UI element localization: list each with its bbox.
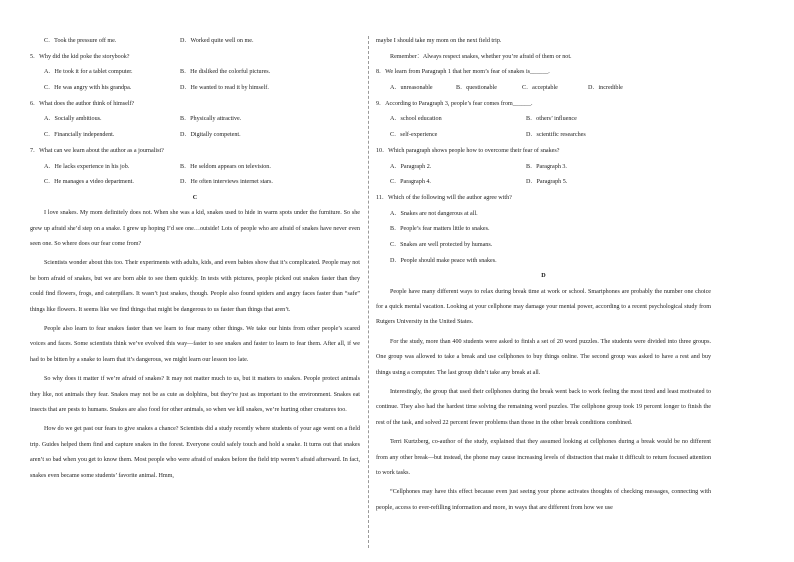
option[interactable]: B．He seldom appears on television. (180, 163, 271, 170)
question-5: 5．Why did the kid poke the storybook? (30, 53, 130, 60)
option[interactable]: A．school education (390, 116, 442, 123)
option[interactable]: C．self-experience (390, 132, 438, 139)
passage-paragraph: People have many different ways to relax during break time at work or school. Smartphones are probably the number one choice for a quick mental vacation. Looking at your cellphone may damage your mental power, according to a recent psychological study from Rutgers University in the United States. (376, 288, 711, 326)
question-11: 11．Which of the following will the author agree with? (376, 194, 512, 201)
option[interactable]: D．He wanted to read it by himself. (180, 85, 269, 92)
left-column (30, 36, 360, 488)
option[interactable]: B．Physically attractive. (180, 116, 242, 123)
section-heading-c: C (192, 194, 198, 201)
passage-remember: Remember：Always respect snakes, whether you’re afraid of them or not. (390, 53, 572, 60)
options-row (30, 36, 360, 46)
passage-paragraph: I love snakes. My mom definitely does not. When she was a kid, snakes used to hide in warm spots under the furniture. So she grew up afraid she’d step on a snake. I grew up hoping I’d see one…outside! Lots of people who are afraid of snakes have never even seen one. So where does our fear come from? (30, 210, 360, 247)
passage-paragraph: How do we get past our fears to give snakes a chance? Scientists did a study recently where students of your age went on a field trip. Guides helped them find and capture snakes in the forest. Everyone could safely touch and hold a snake. It turns out that snakes aren’t so bad when you get to know them. Most people who were afraid of snakes before the field trip weren’t afraid afterward. In fact, snakes even became some students’ favorite animal. Hmm, (30, 426, 360, 479)
section-heading-d: D (541, 273, 546, 280)
passage-paragraph: Interestingly, the group that used their cellphones during the break went back to work feeling the most tired and least motivated to continue. They also had the hardest time solving the remaining word puzzles. The cellphone group took 19 percent longer to finish the rest of the task, and solved 22 percent fewer problems than those in the other break conditions combined. (376, 389, 711, 426)
options-row (30, 130, 360, 140)
option[interactable]: A．He lacks experience in his job. (44, 163, 130, 170)
option[interactable]: C．He manages a video department. (44, 179, 134, 186)
option[interactable]: D．Paragraph 5. (526, 179, 568, 186)
option[interactable]: C．Paragraph 4. (390, 179, 431, 186)
question-10: 10．Which paragraph shows people how to overcome their fear of snakes? (376, 147, 560, 154)
passage-paragraph: Terri Kurtzberg, co-author of the study, explained that they assumed looking at cellphones during a break would be no different from any other break—but instead, the phone may cause increasing levels of distraction that make it difficult to return focused attention to work tasks. (376, 439, 711, 477)
question-6: 6．What does the author think of himself? (30, 100, 135, 107)
options-row (376, 162, 711, 172)
option[interactable]: C．Took the pressure off me. (44, 38, 117, 44)
option[interactable]: A．unreasonable (390, 85, 433, 92)
option[interactable]: B．He disliked the colorful pictures. (180, 69, 271, 76)
passage-paragraph: For the study, more than 400 students were asked to finish a set of 20 word puzzles. The students were divided into three groups. One group was allowed to take a break and use cellphones to buy things online. The second group was asked to have a rest and buy things using a computer. The last group didn’t take any break at all. (376, 338, 711, 376)
option[interactable]: C．acceptable (522, 85, 558, 92)
option[interactable]: C．He was angry with his grandpa. (44, 85, 132, 92)
option[interactable]: C．Snakes are well protected by humans. (390, 241, 493, 248)
option[interactable]: D．People should make peace with snakes. (390, 257, 497, 264)
options-row (376, 114, 711, 124)
option[interactable]: A．Paragraph 2. (390, 163, 432, 170)
option[interactable]: B．others’ influence (526, 116, 577, 123)
passage-paragraph: People also learn to fear snakes faster than we learn to fear many other things. We take our hints from other people’s scared voices and faces. Some scientists think we’ve evolved this way—faster to see snakes and faster to learn to fear them. After all, if we had to be bitten by a snake to learn that it’s dangerous, we might learn our lesson too late. (30, 326, 360, 363)
option[interactable]: D．He often interviews internet stars. (180, 179, 273, 186)
option[interactable]: D．incredible (588, 85, 623, 92)
option[interactable]: A．He took it for a tablet computer. (44, 69, 133, 76)
option[interactable]: A．Socially ambitious. (44, 116, 102, 123)
option[interactable]: B．People’s fear matters little to snakes. (390, 226, 490, 233)
passage-paragraph: “Cellphones may have this effect because even just seeing your phone activates thoughts of checking messages, connecting with people, access to ever-refilling information and more, in ways that are different from how we use (376, 489, 711, 511)
column-divider (368, 36, 369, 548)
options-row (30, 162, 360, 172)
option[interactable]: D．Worked quite well on me. (180, 38, 254, 44)
option[interactable]: B．questionable (456, 85, 497, 92)
right-column (376, 36, 711, 520)
options-row (376, 130, 711, 140)
option[interactable]: D．scientific researches (526, 132, 586, 139)
options-row (30, 67, 360, 77)
options-row (30, 114, 360, 124)
question-7: 7．What can we learn about the author as a journalist? (30, 147, 164, 154)
passage-paragraph: Scientists wonder about this too. Their experiments with adults, kids, and even babies show that it’s complicated. People may not be born afraid of snakes, but we are born able to see them quickly. In tests with pictures, people picked out snakes faster than they could find flowers, frogs, and caterpillars. It wasn’t just snakes, though. People also found spiders and angry faces faster than “safe” things like flowers. It seems like we find things that might be dangerous to us faster than things that aren’t. (30, 260, 360, 313)
option[interactable]: D．Digitally competent. (180, 132, 241, 139)
options-row (376, 177, 711, 187)
options-row (30, 83, 360, 93)
option[interactable]: C．Financially independent. (44, 132, 115, 139)
question-9: 9．According to Paragraph 3, people’s fear comes from______. (376, 100, 533, 107)
passage-paragraph: So why does it matter if we’re afraid of snakes? It may not matter much to us, but it matters to snakes. People protect animals they like, not animals they fear. Snakes may not be as cute as dolphins, but they’re just as important to the environment. Snakes eat insects that are pests to humans. Snakes are also food for other animals, so when we kill snakes, we’re hurting other creatures too. (30, 376, 360, 414)
option[interactable]: B．Paragraph 3. (526, 163, 567, 170)
question-8: 8．We learn from Paragraph 1 that her mom’s fear of snakes is______. (376, 69, 550, 76)
passage-continuation: maybe I should take my mom on the next field trip. (376, 38, 502, 44)
option[interactable]: A．Snakes are not dangerous at all. (390, 210, 478, 217)
options-row (30, 177, 360, 187)
options-row (376, 83, 711, 93)
